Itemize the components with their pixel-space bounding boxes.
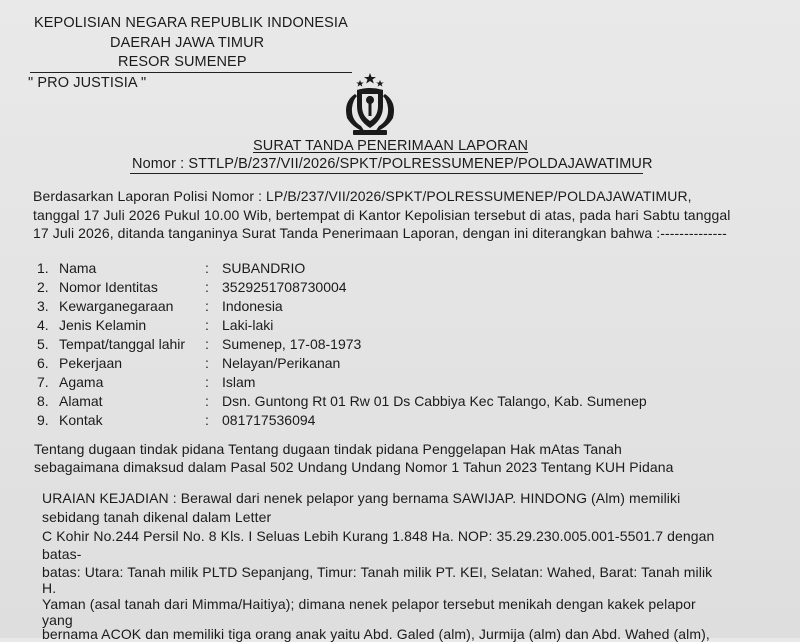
- field-label: Kewarganegaraan: [59, 298, 174, 314]
- field-number: 1.: [37, 260, 49, 276]
- field-label: Alamat: [59, 393, 103, 409]
- field-label: Pekerjaan: [59, 355, 123, 371]
- field-colon: :: [205, 393, 209, 409]
- field-label: Nomor Identitas: [59, 279, 158, 295]
- field-value: 081717536094: [222, 412, 316, 428]
- field-colon: :: [205, 260, 209, 276]
- field-number: 9.: [37, 412, 49, 428]
- field-value: Laki-laki: [222, 317, 274, 333]
- uraian-line-5: batas: Utara: Tanah milik PLTD Sepanjang, Timur: Tanah milik PT. KEI, Selatan: Wahed, Barat: Tanah milik: [42, 564, 713, 580]
- field-value: Sumenep, 17-08-1973: [222, 336, 362, 352]
- uraian-line-8: yang: [42, 612, 73, 628]
- uraian-line-9: bernama ACOK dan memiliki tiga orang anak yaitu Abd. Galed (alm), Jurmija (alm) dan Abd. Wahed (alm),: [42, 626, 710, 642]
- letterhead-divider: [30, 72, 352, 73]
- agency-name: KEPOLISIAN NEGARA REPUBLIK INDONESIA: [34, 15, 348, 31]
- field-number: 3.: [37, 298, 49, 314]
- field-row: [37, 317, 777, 337]
- field-number: 8.: [37, 393, 49, 409]
- field-colon: :: [205, 317, 209, 333]
- field-label: Tempat/tanggal lahir: [59, 336, 186, 352]
- field-value: 3529251708730004: [222, 279, 347, 295]
- document-title: SURAT TANDA PENERIMAAN LAPORAN: [253, 138, 529, 154]
- field-number: 4.: [37, 317, 49, 333]
- document-number: Nomor : STTLP/B/237/VII/2026/SPKT/POLRESSUMENEP/POLDAJAWATIMUR: [132, 156, 653, 172]
- uraian-line-6: H.: [42, 580, 57, 596]
- field-row: [37, 336, 777, 356]
- field-colon: :: [205, 279, 209, 295]
- field-value: Indonesia: [222, 298, 283, 314]
- field-label: Nama: [59, 260, 97, 276]
- allegation-line-2: sebagaimana dimaksud dalam Pasal 502 Undang Undang Nomor 1 Tahun 2023 Tentang KUH Pidana: [34, 459, 674, 475]
- uraian-line-1: URAIAN KEJADIAN : Berawal dari nenek pelapor yang bernama SAWIJAP. HINDONG (Alm) memiliki: [42, 490, 681, 506]
- region-name: DAERAH JAWA TIMUR: [110, 35, 265, 51]
- field-row: [37, 355, 777, 375]
- uraian-line-7: Yaman (asal tanah dari Mimma/Haitiya); dimana nenek pelapor tersebut menikah dengan kakek pelapor: [42, 596, 696, 612]
- field-colon: :: [205, 336, 209, 352]
- field-row: [37, 298, 777, 318]
- field-label: Agama: [59, 374, 104, 390]
- field-row: [37, 393, 777, 413]
- field-label: Jenis Kelamin: [59, 317, 147, 333]
- field-colon: :: [205, 412, 209, 428]
- uraian-line-4: batas-: [42, 546, 82, 562]
- intro-line-3: 17 Juli 2026, ditanda tanganinya Surat Tanda Penerimaan Laporan, dengan ini diterangkan bahwa :--------------: [33, 225, 727, 241]
- field-number: 6.: [37, 355, 49, 371]
- intro-line-1: Berdasarkan Laporan Polisi Nomor : LP/B/237/VII/2026/SPKT/POLRESSUMENEP/POLDAJAWATIMUR,: [33, 188, 692, 204]
- field-value: Dsn. Guntong Rt 01 Rw 01 Ds Cabbiya Kec Talango, Kab. Sumenep: [222, 393, 647, 409]
- field-label: Kontak: [59, 412, 103, 428]
- field-number: 2.: [37, 279, 49, 295]
- uraian-line-3: C Kohir No.244 Persil No. 8 Kls. I Seluas Lebih Kurang 1.848 Ha. NOP: 35.29.230.005.001-5501.7 dengan: [42, 528, 715, 544]
- field-value: Islam: [222, 374, 256, 390]
- intro-line-2: tanggal 17 Juli 2026 Pukul 10.00 Wib, bertempat di Kantor Kepolisian tersebut di atas, pada hari Sabtu tanggal: [33, 207, 731, 223]
- title-underline: [130, 173, 643, 174]
- field-colon: :: [205, 374, 209, 390]
- pro-justisia-label: " PRO JUSTISIA ": [28, 75, 147, 91]
- field-colon: :: [205, 298, 209, 314]
- field-row: [37, 374, 777, 394]
- field-colon: :: [205, 355, 209, 371]
- police-emblem-icon: [335, 72, 405, 138]
- field-value: SUBANDRIO: [222, 260, 306, 276]
- field-number: 7.: [37, 374, 49, 390]
- field-row: [37, 412, 777, 432]
- field-row: [37, 279, 777, 299]
- uraian-line-2: sebidang tanah dikenal dalam Letter: [42, 509, 272, 525]
- allegation-line-1: Tentang dugaan tindak pidana Tentang dugaan tindak pidana Penggelapan Hak mAtas Tanah: [34, 441, 622, 457]
- field-value: Nelayan/Perikanan: [222, 355, 341, 371]
- field-row: [37, 260, 777, 280]
- resort-name: RESOR SUMENEP: [118, 54, 247, 70]
- field-number: 5.: [37, 336, 49, 352]
